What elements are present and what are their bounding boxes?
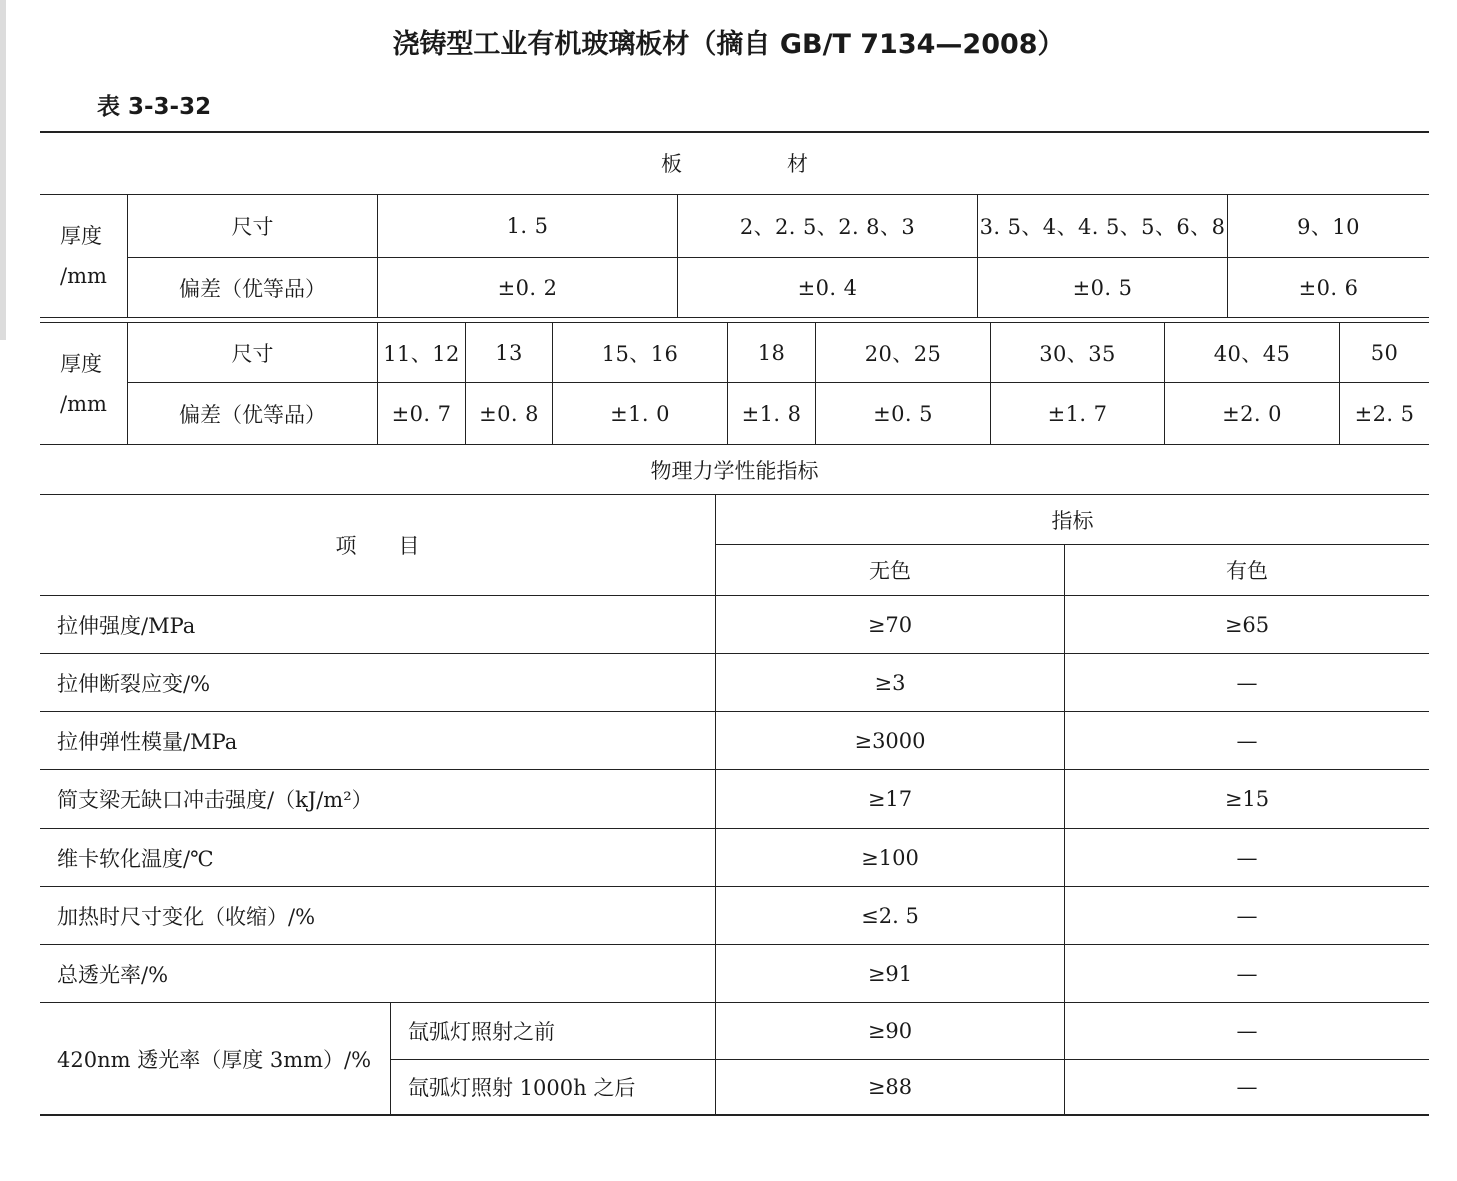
size-cell: 1. 5: [506, 214, 549, 238]
document-title: 浇铸型工业有机玻璃板材（摘自 GB/T 7134—2008）: [392, 29, 1065, 60]
transmittance-condition: 氙弧灯照射 1000h 之后: [408, 1076, 636, 1100]
size-cell: 20、25: [864, 341, 942, 366]
colored-value: —: [1236, 1019, 1258, 1043]
colorless-value: ≥88: [867, 1075, 913, 1099]
colorless-value: ≤2. 5: [861, 903, 919, 928]
index-column-header: 指标: [1051, 508, 1094, 533]
table-number: 表 3-3-32: [97, 94, 212, 120]
thickness-row-label: 厚度 /mm: [60, 224, 107, 288]
size-cell: 15、16: [601, 341, 679, 366]
deviation-cell: ±1. 0: [610, 401, 670, 426]
deviation-label: 偏差（优等品）: [179, 276, 326, 301]
size-cell: 50: [1370, 340, 1399, 365]
colorless-value: ≥90: [867, 1019, 913, 1043]
deviation-cell: ±0. 6: [1298, 275, 1359, 300]
deviation-cell: ±0. 2: [497, 275, 558, 300]
size-cell: 40、45: [1213, 341, 1291, 366]
size-label: 尺寸: [231, 215, 274, 239]
deviation-cell: ±1. 8: [741, 401, 802, 426]
properties-section-heading: 物理力学性能指标: [650, 458, 819, 483]
colorless-column-header: 无色: [869, 559, 911, 583]
property-item: 维卡软化温度/℃: [57, 846, 214, 871]
size-cell: 13: [495, 340, 523, 365]
size-cell: 3. 5、4、4. 5、5、6、8: [979, 215, 1226, 239]
size-cell: 2、2. 5、2. 8、3: [739, 215, 916, 239]
colored-value: ≥65: [1224, 612, 1270, 637]
thickness-row-label: 厚度 /mm: [60, 351, 107, 416]
colored-value: —: [1236, 961, 1258, 986]
property-item: 总透光率/%: [57, 962, 169, 987]
deviation-cell: ±0. 8: [479, 401, 539, 426]
colorless-value: ≥3: [874, 670, 906, 695]
deviation-cell: ±2. 0: [1222, 401, 1282, 426]
size-cell: 30、35: [1039, 341, 1116, 366]
colored-value: —: [1236, 670, 1258, 695]
colored-value: —: [1236, 1075, 1258, 1099]
deviation-cell: ±1. 7: [1047, 401, 1108, 426]
property-item: 加热时尺寸变化（收缩）/%: [57, 904, 316, 929]
size-label: 尺寸: [231, 341, 274, 366]
colorless-value: ≥3000: [854, 728, 926, 753]
colored-column-header: 有色: [1226, 559, 1268, 583]
colorless-value: ≥91: [867, 961, 913, 986]
colored-value: —: [1236, 903, 1258, 928]
property-item: 拉伸弹性模量/MPa: [57, 729, 238, 754]
deviation-label: 偏差（优等品）: [179, 402, 326, 427]
colorless-value: ≥100: [861, 845, 919, 870]
property-item: 拉伸断裂应变/%: [57, 671, 211, 696]
colored-value: —: [1236, 728, 1258, 753]
deviation-cell: ±0. 4: [797, 275, 858, 300]
colored-value: ≥15: [1224, 787, 1270, 811]
size-cell: 18: [757, 340, 786, 365]
double-rule-top: [40, 317, 1429, 318]
transmittance-condition: 氙弧灯照射之前: [408, 1020, 555, 1044]
deviation-cell: ±0. 5: [873, 401, 933, 426]
size-cell: 11、12: [383, 341, 460, 366]
transmittance-420-item: 420nm 透光率（厚度 3mm）/%: [57, 1047, 372, 1072]
property-item: 简支梁无缺口冲击强度/（kJ/m²）: [57, 788, 373, 812]
deviation-cell: ±2. 5: [1354, 401, 1415, 426]
colorless-value: ≥70: [867, 612, 913, 637]
deviation-cell: ±0. 7: [391, 401, 452, 426]
table-bottom-rule: [40, 1114, 1429, 1116]
sheet-section-heading: 板 材: [661, 152, 808, 176]
item-column-header: 项 目: [335, 534, 420, 558]
colored-value: —: [1236, 845, 1258, 870]
deviation-cell: ±0. 5: [1072, 275, 1133, 300]
size-cell: 9、10: [1297, 215, 1360, 239]
colorless-value: ≥17: [867, 787, 913, 811]
property-item: 拉伸强度/MPa: [57, 613, 196, 638]
